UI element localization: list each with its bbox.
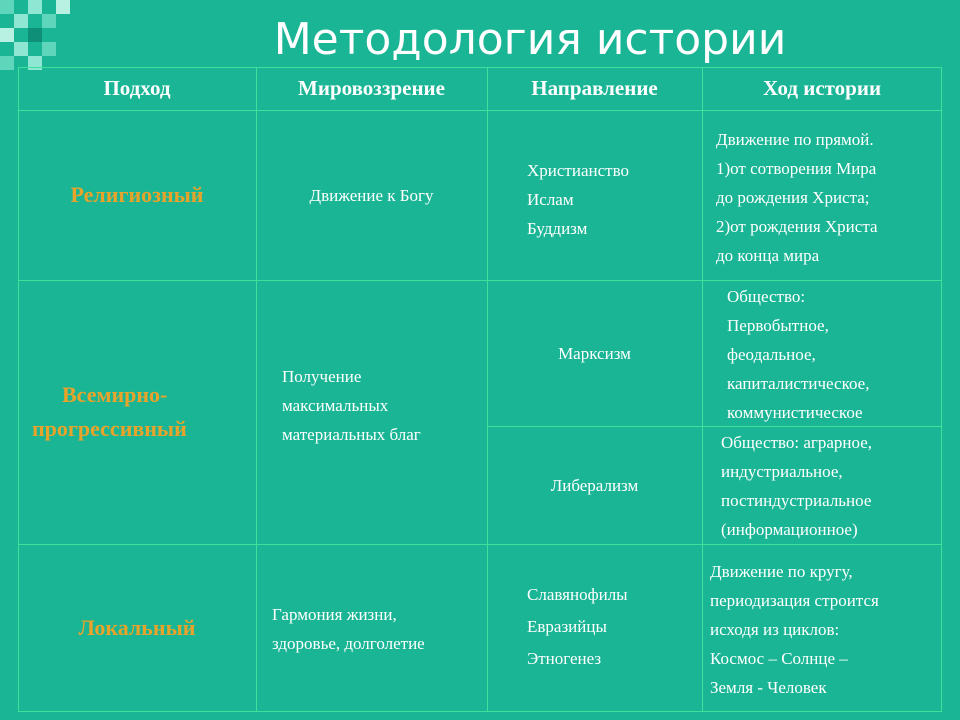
course-line: индустриальное, bbox=[721, 462, 843, 481]
course-marxism bbox=[727, 283, 940, 425]
worldview-line: материальных благ bbox=[282, 424, 421, 444]
course-line: Движение по кругу, bbox=[710, 562, 853, 581]
grid-line bbox=[941, 67, 942, 712]
course-liberalism bbox=[721, 429, 940, 543]
direction-liberalism bbox=[487, 426, 702, 544]
worldview-text: Движение к Богу bbox=[309, 185, 434, 205]
direction-marxism bbox=[487, 280, 702, 426]
direction-item: Этногенез bbox=[527, 649, 602, 668]
methodology-table bbox=[18, 67, 942, 712]
course-line: исходя из циклов: bbox=[710, 620, 840, 639]
worldview-line: Получение bbox=[282, 366, 362, 386]
course-religious bbox=[716, 125, 940, 270]
direction-item: Буддизм bbox=[527, 218, 588, 238]
course-line: Земля - Человек bbox=[710, 678, 827, 697]
course-line: Первобытное, bbox=[727, 315, 829, 335]
grid-line bbox=[702, 67, 703, 712]
course-line: до рождения Христа; bbox=[716, 188, 870, 207]
worldview-religious bbox=[256, 110, 487, 280]
approach-line: прогрессивный bbox=[32, 416, 187, 441]
worldview-line: Гармония жизни, bbox=[272, 605, 397, 624]
worldview-line: максимальных bbox=[282, 395, 389, 415]
grid-line bbox=[18, 711, 942, 712]
direction-liberalism-label: Либерализм bbox=[550, 475, 639, 495]
direction-item: Христианство bbox=[527, 160, 629, 180]
worldview-line: здоровье, долголетие bbox=[272, 634, 425, 653]
course-line: Движение по прямой. bbox=[716, 130, 874, 149]
approach-religious: Религиозный bbox=[70, 182, 204, 207]
page-title: Методология истории bbox=[273, 14, 787, 65]
course-line: Космос – Солнце – bbox=[710, 649, 848, 668]
course-line: феодальное, bbox=[727, 344, 816, 364]
direction-marxism-label: Марксизм bbox=[558, 343, 631, 363]
directions-local bbox=[527, 577, 697, 677]
course-line: 1)от сотворения Мира bbox=[716, 159, 877, 178]
approach-local: Локальный bbox=[78, 614, 196, 640]
course-line: капиталистическое, bbox=[727, 373, 870, 393]
directions-religious bbox=[527, 154, 697, 244]
course-line: Общество: bbox=[727, 286, 806, 306]
direction-item: Славянофилы bbox=[527, 585, 628, 604]
course-line: постиндустриальное bbox=[721, 491, 872, 510]
header-approach: Подход bbox=[103, 76, 171, 100]
course-line: периодизация строится bbox=[710, 591, 879, 610]
course-line: 2)от рождения Христа bbox=[716, 217, 878, 236]
approach-line: Всемирно- bbox=[62, 382, 168, 407]
direction-item: Евразийцы bbox=[527, 617, 607, 636]
course-line: Общество: аграрное, bbox=[721, 433, 873, 452]
approach-progressive bbox=[18, 280, 256, 544]
header-worldview: Мировоззрение bbox=[298, 76, 445, 100]
worldview-local bbox=[272, 584, 484, 674]
course-line: (информационное) bbox=[721, 520, 858, 539]
course-local bbox=[710, 557, 941, 702]
header-course: Ход истории bbox=[762, 76, 882, 100]
course-line: коммунистическое bbox=[727, 402, 863, 422]
course-line: до конца мира bbox=[716, 246, 820, 265]
header-direction: Направление bbox=[531, 76, 658, 100]
worldview-progressive bbox=[282, 355, 482, 455]
direction-item: Ислам bbox=[527, 189, 574, 209]
